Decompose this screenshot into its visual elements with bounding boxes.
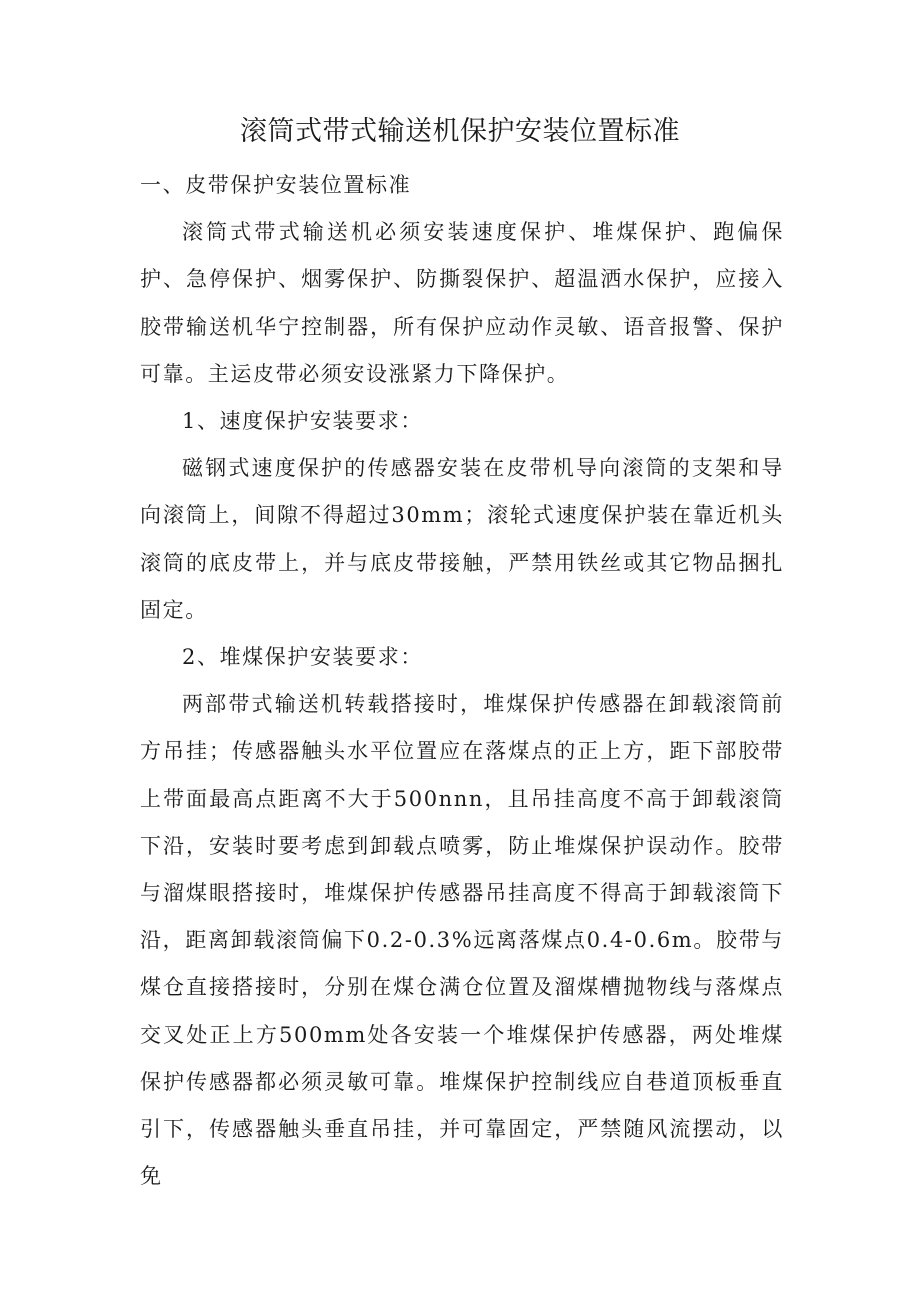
subsection-1-paragraph: 磁钢式速度保护的传感器安装在皮带机导向滚筒的支架和导向滚筒上，间隙不得超过30mm；滚轮式速度保护装在靠近机头滚筒的底皮带上，并与底皮带接触，严禁用铁丝或其它物品捆扎固定。: [140, 456, 784, 622]
section-1-heading: 一、皮带保护安装位置标准: [140, 173, 412, 197]
document-title: 滚筒式带式输送机保护安装位置标准: [240, 116, 680, 147]
section-1-paragraph: 滚筒式带式输送机必须安装速度保护、堆煤保护、跑偏保护、急停保护、烟雾保护、防撕裂保护、超温洒水保护，应接入胶带输送机华宁控制器，所有保护应动作灵敏、语音报警、保护可靠。主运皮带必须安设涨紧力下降保护。: [140, 220, 784, 386]
subsection-2-paragraph: 两部带式输送机转载搭接时，堆煤保护传感器在卸载滚筒前方吊挂；传感器触头水平位置应在落煤点的正上方，距下部胶带上带面最高点距离不大于500nnn，且吊挂高度不高于卸载滚筒下沿，安装时要考虑到卸载点喷雾，防止堆煤保护误动作。胶带与溜煤眼搭接时，堆煤保护传感器吊挂高度不得高于卸载滚筒下沿，距离卸载滚筒偏下0.2-0.3%远离落煤点0.4-0.6m。胶带与煤仓直接搭接时，分别在煤仓满仓位置及溜煤槽抛物线与落煤点交叉处正上方500mm处各安装一个堆煤保护传感器，两处堆煤保护传感器都必须灵敏可靠。堆煤保护控制线应自巷道顶板垂直引下，传感器触头垂直吊挂，并可靠固定，严禁随风流摆动，以免: [140, 692, 784, 1189]
subsection-1-heading: 1、速度保护安装要求：: [182, 409, 423, 434]
subsection-2-heading: 2、堆煤保护安装要求：: [182, 645, 423, 670]
document-body: [140, 162, 784, 1200]
